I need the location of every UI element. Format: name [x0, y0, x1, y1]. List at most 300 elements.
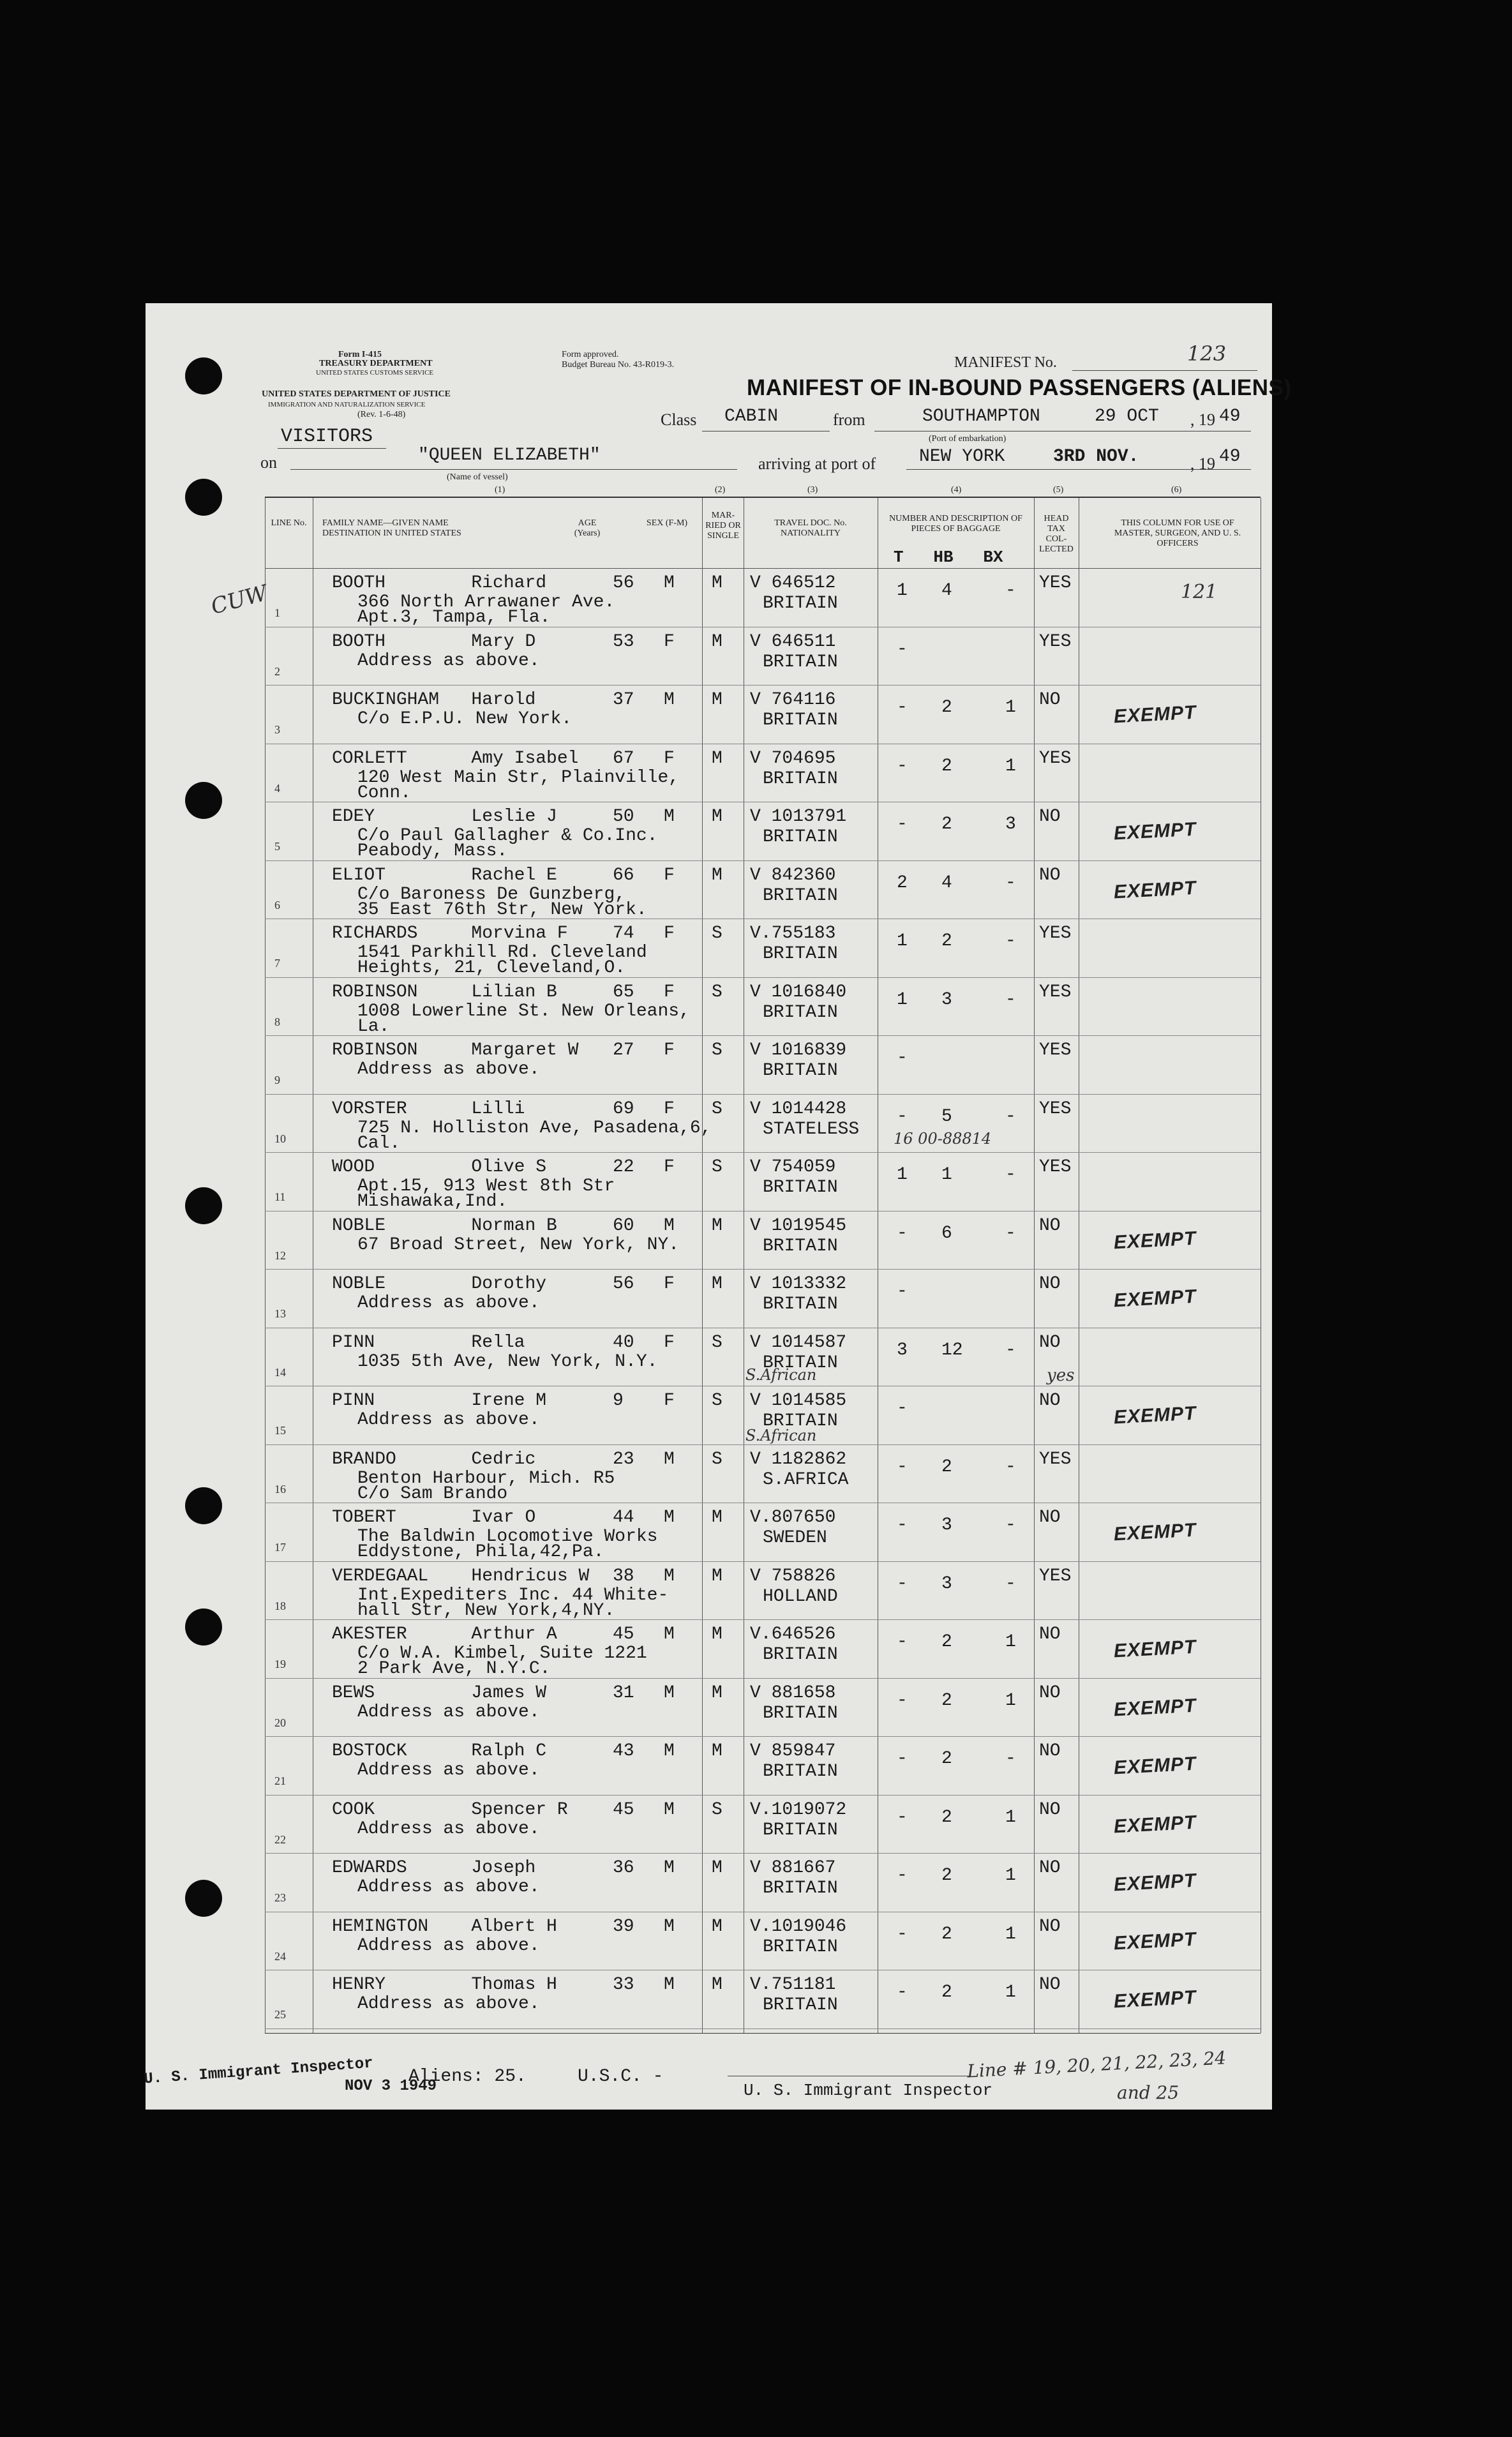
from-label: from — [833, 410, 865, 429]
row-travel-doc: V 881658 — [750, 1683, 836, 1703]
row-head-tax: YES — [1039, 573, 1072, 593]
row-sex: M — [664, 1215, 675, 1236]
row-bag-hb: 6 — [941, 1223, 952, 1243]
row-marital: S — [712, 982, 722, 1002]
row-bag-t: - — [897, 1983, 908, 2002]
row-marital: S — [712, 1099, 722, 1119]
row-line-number: 10 — [274, 1132, 286, 1145]
row-marital: S — [712, 1391, 722, 1411]
row-travel-doc: V 842360 — [750, 865, 836, 885]
row-address: 1541 Parkhill Rd. Cleveland — [357, 943, 647, 963]
row-line-number: 11 — [274, 1190, 286, 1203]
row-bag-t: - — [897, 1866, 908, 1886]
row-address: 1008 Lowerline St. New Orleans, — [357, 1001, 690, 1021]
row-address-2: Heights, 21, Cleveland,O. — [357, 958, 626, 978]
dept-justice: UNITED STATES DEPARTMENT OF JUSTICE — [262, 389, 451, 399]
row-marital: M — [712, 1916, 722, 1937]
row-nationality: BRITAIN — [763, 652, 838, 672]
row-name: HEMINGTON Albert H — [332, 1916, 557, 1937]
row-address: 67 Broad Street, New York, NY. — [357, 1234, 680, 1255]
row-travel-doc: V 1014585 — [750, 1391, 847, 1411]
row-age: 53 — [613, 631, 634, 652]
row-travel-doc: V 1013791 — [750, 807, 847, 827]
row-nationality: BRITAIN — [763, 1411, 838, 1431]
class-value: CABIN — [724, 407, 779, 426]
row-bag-hb: 2 — [941, 1690, 952, 1711]
row-travel-doc: V 758826 — [750, 1566, 836, 1586]
row-sex: F — [664, 1332, 675, 1353]
row-bag-bx: - — [1005, 989, 1016, 1010]
row-head-tax: YES — [1039, 1449, 1072, 1469]
budget-bureau: Budget Bureau No. 43-R019-3. — [562, 360, 675, 370]
row-line-number: 4 — [274, 781, 280, 795]
row-nationality: BRITAIN — [763, 1178, 838, 1197]
row-head-tax: YES — [1039, 631, 1072, 652]
row-nationality: BRITAIN — [763, 1236, 838, 1256]
row-address: Address as above. — [357, 1760, 540, 1780]
row-address: 725 N. Holliston Ave, Pasadena,6, — [357, 1118, 712, 1138]
row-bag-t: 3 — [897, 1340, 908, 1360]
row-sex: F — [664, 1099, 675, 1119]
port-caption: (Port of embarkation) — [929, 434, 1007, 444]
date-stamp: NOV 3 1949 — [345, 2078, 437, 2095]
row-age: 56 — [613, 573, 634, 593]
row-marital: S — [712, 1332, 722, 1353]
row-sex: F — [664, 748, 675, 769]
row-address: C/o Baroness De Gunzberg, — [357, 884, 626, 904]
row-travel-doc: V 1016839 — [750, 1040, 847, 1060]
row-age: 45 — [613, 1624, 634, 1644]
row-sex: F — [664, 865, 675, 885]
row-bag-hb: 4 — [941, 873, 952, 893]
row-nationality: HOLLAND — [763, 1586, 838, 1607]
row-line-number: 8 — [274, 1015, 280, 1028]
row-address: The Baldwin Locomotive Works — [357, 1527, 658, 1547]
row-bag-hb: 2 — [941, 756, 952, 776]
row-marital: M — [712, 748, 722, 769]
header-officers: THIS COLUMN FOR USE OF MASTER, SURGEON, AND U. S. OFFICERS — [1114, 518, 1241, 548]
row-address: Address as above. — [357, 1935, 540, 1956]
s-african-note: S.African — [745, 1427, 817, 1444]
exempt-stamp: EXEMPT — [1113, 1870, 1197, 1896]
footer-and-note: and 25 — [1117, 2082, 1179, 2103]
row-bag-bx: 1 — [1005, 1983, 1016, 2002]
row-age: 74 — [613, 924, 634, 943]
row-age: 66 — [613, 865, 634, 885]
row-age: 60 — [613, 1215, 634, 1236]
arriving-label: arriving at port of — [758, 454, 876, 473]
row-name: BOOTH Richard — [332, 573, 547, 593]
row-address-2: 2 Park Ave, N.Y.C. — [357, 1659, 551, 1679]
row-divider — [265, 1795, 1261, 1796]
vessel-name: "QUEEN ELIZABETH" — [418, 446, 601, 465]
col-number: (2) — [715, 485, 726, 495]
class-label: Class — [661, 410, 697, 429]
row-divider — [265, 685, 1261, 686]
row-bag-bx: 1 — [1005, 1690, 1016, 1711]
row-travel-doc: V.1019046 — [750, 1916, 847, 1937]
row-nationality: BRITAIN — [763, 1820, 838, 1840]
row-travel-doc: V 764116 — [750, 690, 836, 710]
row-line-number: 15 — [274, 1424, 286, 1437]
row-name: CORLETT Amy Isabel — [332, 748, 579, 769]
row-bag-t: 1 — [897, 931, 908, 951]
row-head-tax: YES — [1039, 982, 1072, 1002]
row-line-number: 17 — [274, 1541, 286, 1554]
row-bag-t: - — [897, 1398, 908, 1418]
row-head-tax: YES — [1039, 1040, 1072, 1060]
row-bag-t: - — [897, 814, 908, 834]
row-age: 38 — [613, 1566, 634, 1586]
row-age: 45 — [613, 1799, 634, 1820]
row-age: 23 — [613, 1449, 634, 1469]
binder-hole — [185, 357, 222, 394]
inspector-left: U. S. Immigrant Inspector — [143, 2055, 374, 2088]
row-bag-t: - — [897, 1457, 908, 1477]
manifest-sheet — [146, 303, 1272, 2110]
exempt-stamp: EXEMPT — [1113, 1227, 1197, 1253]
s-african-note: S.African — [745, 1366, 817, 1384]
baggage-codes: T HB BX — [894, 548, 1003, 567]
row-head-tax: YES — [1039, 748, 1072, 769]
row-nationality: BRITAIN — [763, 1937, 838, 1957]
cuw-annotation: CUW — [208, 580, 271, 620]
binder-hole — [185, 479, 222, 516]
row-line-number: 2 — [274, 664, 280, 678]
treasury-dept: TREASURY DEPARTMENT — [319, 359, 433, 368]
row-address: Address as above. — [357, 1410, 540, 1430]
row-sex: F — [664, 631, 675, 652]
row-address: C/o Paul Gallagher & Co.Inc. — [357, 826, 658, 846]
row-address: C/o E.P.U. New York. — [357, 709, 573, 729]
row-bag-t: - — [897, 1807, 908, 1827]
row-age: 39 — [613, 1916, 634, 1937]
row-head-tax: NO — [1039, 1332, 1061, 1353]
row-marital: M — [712, 1741, 722, 1761]
row-marital: S — [712, 1449, 722, 1469]
row-nationality: BRITAIN — [763, 1353, 838, 1373]
row-age: 9 — [613, 1391, 624, 1411]
from-port: SOUTHAMPTON — [922, 407, 1040, 426]
exempt-stamp: EXEMPT — [1113, 1753, 1197, 1779]
row-address: Address as above. — [357, 1818, 540, 1839]
exempt-stamp: EXEMPT — [1113, 1695, 1197, 1720]
row-name: PINN Rella — [332, 1332, 525, 1353]
row-address: Benton Harbour, Mich. R5 — [357, 1468, 615, 1488]
row-sex: M — [664, 690, 675, 710]
row-name: BUCKINGHAM Harold — [332, 690, 536, 710]
row-bag-hb: 1 — [941, 1165, 952, 1185]
row-name: ELIOT Rachel E — [332, 865, 557, 885]
row-travel-doc: V 646511 — [750, 631, 836, 652]
row-address-2: 35 East 76th Str, New York. — [357, 899, 647, 920]
row-name: BEWS James W — [332, 1683, 547, 1703]
row-line-number: 1 — [274, 606, 280, 619]
form-id: Form I-415 — [338, 350, 382, 359]
row-bag-hb: 2 — [941, 1632, 952, 1652]
row-nationality: BRITAIN — [763, 1002, 838, 1023]
exempt-stamp: EXEMPT — [1113, 1636, 1197, 1662]
vessel-caption: (Name of vessel) — [447, 472, 508, 482]
row-sex: M — [664, 1683, 675, 1703]
row-line-number: 9 — [274, 1074, 280, 1086]
row-address: C/o W.A. Kimbel, Suite 1221 — [357, 1644, 647, 1663]
on-label: on — [260, 453, 277, 472]
manifest-no-value: 123 — [1187, 341, 1227, 366]
row-line-number: 21 — [274, 1774, 286, 1787]
arrival-port: NEW YORK — [919, 447, 1005, 467]
inspector-right: U. S. Immigrant Inspector — [744, 2081, 993, 2100]
row-nationality: S.AFRICA — [763, 1469, 849, 1490]
row-head-tax: YES — [1039, 924, 1072, 943]
row-address: 120 West Main Str, Plainville, — [357, 767, 680, 788]
row-travel-doc: V.807650 — [750, 1508, 836, 1527]
row-name: HENRY Thomas H — [332, 1975, 557, 1995]
from-year-prefix: , 19 — [1190, 410, 1215, 429]
col-number: (6) — [1171, 485, 1182, 495]
row-divider — [265, 2028, 1261, 2029]
row-bag-t: - — [897, 756, 908, 776]
row-bag-bx: - — [1005, 1165, 1016, 1185]
row-bag-t: 1 — [897, 1165, 908, 1185]
row-bag-bx: 1 — [1005, 1866, 1016, 1886]
row-name: VERDEGAAL Hendricus W — [332, 1566, 590, 1586]
row-head-tax: YES — [1039, 1157, 1072, 1177]
row-divider — [265, 1152, 1261, 1153]
row-travel-doc: V.646526 — [750, 1624, 836, 1644]
arrival-year: 49 — [1219, 447, 1241, 467]
row-head-tax: NO — [1039, 1215, 1061, 1236]
row-line-number: 3 — [274, 723, 280, 736]
row-nationality: BRITAIN — [763, 1995, 838, 2015]
row-marital: M — [712, 1858, 722, 1878]
row-name: ROBINSON Lilian B — [332, 982, 557, 1002]
row-address-2: hall Str, New York,4,NY. — [357, 1600, 615, 1621]
exempt-stamp: EXEMPT — [1113, 701, 1197, 728]
row-line-number: 13 — [274, 1307, 286, 1320]
col-number: (1) — [495, 485, 505, 495]
row-name: TOBERT Ivar O — [332, 1508, 536, 1527]
manifest-title: MANIFEST OF IN-BOUND PASSENGERS (ALIENS) — [747, 375, 1292, 400]
row-head-tax: NO — [1039, 1508, 1061, 1527]
col-number: (4) — [951, 485, 962, 495]
header-sex: SEX (F-M) — [646, 518, 688, 528]
row-bag-hb: 2 — [941, 1983, 952, 2002]
row-sex: F — [664, 982, 675, 1002]
row-bag-hb: 2 — [941, 1924, 952, 1944]
row-nationality: SWEDEN — [763, 1528, 827, 1548]
customs-service: UNITED STATES CUSTOMS SERVICE — [316, 369, 434, 377]
row-line-number: 12 — [274, 1248, 286, 1262]
row-age: 69 — [613, 1099, 634, 1119]
row-divider — [265, 1035, 1261, 1036]
row-sex: F — [664, 924, 675, 943]
row-age: 50 — [613, 807, 634, 827]
row-bag-t: 2 — [897, 873, 908, 893]
row-bag-t: - — [897, 1690, 908, 1711]
row-marital: M — [712, 1975, 722, 1995]
row-bag-bx: 1 — [1005, 1632, 1016, 1652]
row-line-number: 24 — [274, 1949, 286, 1963]
row-travel-doc: V.755183 — [750, 924, 836, 943]
row-age: 65 — [613, 982, 634, 1002]
row-address: Apt.15, 913 West 8th Str — [357, 1176, 615, 1196]
row-marital: M — [712, 1683, 722, 1703]
footer-lines-note: Line # 19, 20, 21, 22, 23, 24 — [966, 2047, 1227, 2082]
row-travel-doc: V 881667 — [750, 1858, 836, 1878]
row-bag-hb: 5 — [941, 1106, 952, 1127]
row-bag-t: - — [897, 1048, 908, 1068]
row-nationality: STATELESS — [763, 1119, 860, 1139]
row-bag-t: 1 — [897, 581, 908, 601]
row-marital: S — [712, 924, 722, 943]
header-line-no: LINE No. — [271, 518, 307, 528]
row-bag-t: - — [897, 1924, 908, 1944]
row-head-tax: NO — [1039, 1683, 1061, 1703]
binder-hole — [185, 1608, 222, 1646]
row-line-number: 22 — [274, 1833, 286, 1846]
from-year: 49 — [1219, 407, 1241, 426]
row-sex: M — [664, 1916, 675, 1937]
form-approved: Form approved. — [562, 350, 619, 359]
row-sex: F — [664, 1274, 675, 1294]
usc-label: U.S.C. - — [578, 2067, 664, 2087]
header-age: AGE (Years) — [574, 518, 601, 538]
row-name: NOBLE Norman B — [332, 1215, 557, 1236]
row-age: 44 — [613, 1508, 634, 1527]
row-name: PINN Irene M — [332, 1391, 547, 1411]
row-age: 36 — [613, 1858, 634, 1878]
row-address-2: Eddystone, Phila,42,Pa. — [357, 1542, 604, 1562]
exempt-stamp: EXEMPT — [1113, 1286, 1197, 1312]
row-name: RICHARDS Morvina F — [332, 924, 568, 943]
row-note: 121 — [1181, 581, 1218, 603]
row-age: 56 — [613, 1274, 634, 1294]
row-bag-bx: - — [1005, 1515, 1016, 1535]
row-age: 31 — [613, 1683, 634, 1703]
row-address-2: La. — [357, 1016, 390, 1037]
row-name: COOK Spencer R — [332, 1799, 568, 1820]
row-name: BRANDO Cedric — [332, 1449, 536, 1469]
row-sex: M — [664, 1508, 675, 1527]
manifest-no-label: MANIFEST No. — [954, 354, 1057, 371]
row-head-tax: NO — [1039, 807, 1061, 827]
row-nationality: BRITAIN — [763, 1762, 838, 1781]
header-marital: MAR-RIED OR SINGLE — [705, 511, 741, 541]
row-head-tax: NO — [1039, 1858, 1061, 1878]
header-travel-doc: TRAVEL DOC. No. NATIONALITY — [774, 518, 847, 538]
row-address: Address as above. — [357, 1060, 540, 1079]
row-bag-t: - — [897, 1282, 908, 1301]
row-bag-hb: 3 — [941, 989, 952, 1010]
row-head-tax: YES — [1039, 1099, 1072, 1119]
row-line-number: 20 — [274, 1716, 286, 1729]
header-head-tax: HEAD TAX COL-LECTED — [1039, 514, 1074, 554]
row-name: ROBINSON Margaret W — [332, 1040, 579, 1060]
row-bag-hb: 4 — [941, 581, 952, 601]
row-sex: M — [664, 1799, 675, 1820]
row-address: 1035 5th Ave, New York, N.Y. — [357, 1351, 658, 1372]
row-bag-hb: 12 — [941, 1340, 963, 1360]
exempt-stamp: EXEMPT — [1113, 1811, 1197, 1837]
header-name: FAMILY NAME—GIVEN NAME DESTINATION IN UNITED STATES — [322, 518, 461, 538]
from-date: 29 OCT — [1095, 407, 1159, 426]
arrival-year-prefix: , 19 — [1190, 454, 1215, 473]
row-age: 40 — [613, 1332, 634, 1353]
row-travel-doc: V 1013332 — [750, 1274, 847, 1294]
row-age: 22 — [613, 1157, 634, 1177]
row-bag-bx: - — [1005, 1340, 1016, 1360]
row-travel-doc: V 1182862 — [750, 1449, 847, 1469]
row-bag-t: - — [897, 1515, 908, 1535]
row-name: BOOTH Mary D — [332, 631, 536, 652]
row-line-number: 14 — [274, 1365, 286, 1379]
row-marital: S — [712, 1040, 722, 1060]
row-marital: M — [712, 1274, 722, 1294]
row-travel-doc: V 1014428 — [750, 1099, 847, 1119]
row-bag-bx: 1 — [1005, 1807, 1016, 1827]
row-marital: S — [712, 1157, 722, 1177]
row-marital: M — [712, 690, 722, 710]
row-nationality: BRITAIN — [763, 1703, 838, 1723]
row-nationality: BRITAIN — [763, 594, 838, 613]
row-sex: M — [664, 1741, 675, 1761]
row-bag-bx: 1 — [1005, 756, 1016, 776]
row-line-number: 16 — [274, 1482, 286, 1496]
row-address: Address as above. — [357, 650, 540, 671]
row-head-tax: NO — [1039, 1799, 1061, 1820]
row-bag-bx: - — [1005, 931, 1016, 951]
row-nationality: BRITAIN — [763, 710, 838, 730]
row-sex: M — [664, 1858, 675, 1878]
col-number: (5) — [1053, 485, 1064, 495]
row-marital: M — [712, 631, 722, 652]
row-address-2: Cal. — [357, 1133, 401, 1153]
row-line-number: 5 — [274, 840, 280, 853]
row-marital: M — [712, 1624, 722, 1644]
row-marital: M — [712, 807, 722, 827]
row-head-tax: NO — [1039, 1975, 1061, 1995]
row-nationality: BRITAIN — [763, 1878, 838, 1898]
row-bag-hb: 3 — [941, 1573, 952, 1594]
row-sex: F — [664, 1040, 675, 1060]
row-bag-hb: 2 — [941, 1866, 952, 1886]
row-line-number: 18 — [274, 1599, 286, 1612]
row-bag-t: - — [897, 1106, 908, 1127]
row-age: 67 — [613, 748, 634, 769]
row-nationality: BRITAIN — [763, 1645, 838, 1665]
row-head-tax: NO — [1039, 1274, 1061, 1294]
exempt-stamp: EXEMPT — [1113, 1402, 1197, 1428]
row-bag-t: 1 — [897, 989, 908, 1010]
row-marital: M — [712, 1215, 722, 1236]
exempt-stamp: EXEMPT — [1113, 877, 1197, 903]
row-marital: M — [712, 865, 722, 885]
row-bag-bx: - — [1005, 581, 1016, 601]
row-address: Address as above. — [357, 1702, 540, 1722]
row-sex: F — [664, 1157, 675, 1177]
exempt-stamp: EXEMPT — [1113, 1986, 1197, 2013]
row-name: EDEY Leslie J — [332, 807, 557, 827]
arrival-date: 3RD NOV. — [1053, 447, 1139, 467]
row-bag-t: - — [897, 1632, 908, 1652]
row-age: 27 — [613, 1040, 634, 1060]
binder-hole — [185, 782, 222, 819]
row-marital: M — [712, 573, 722, 593]
row-name: BOSTOCK Ralph C — [332, 1741, 547, 1761]
row-sex: M — [664, 1624, 675, 1644]
row-address-2: Peabody, Mass. — [357, 841, 508, 861]
